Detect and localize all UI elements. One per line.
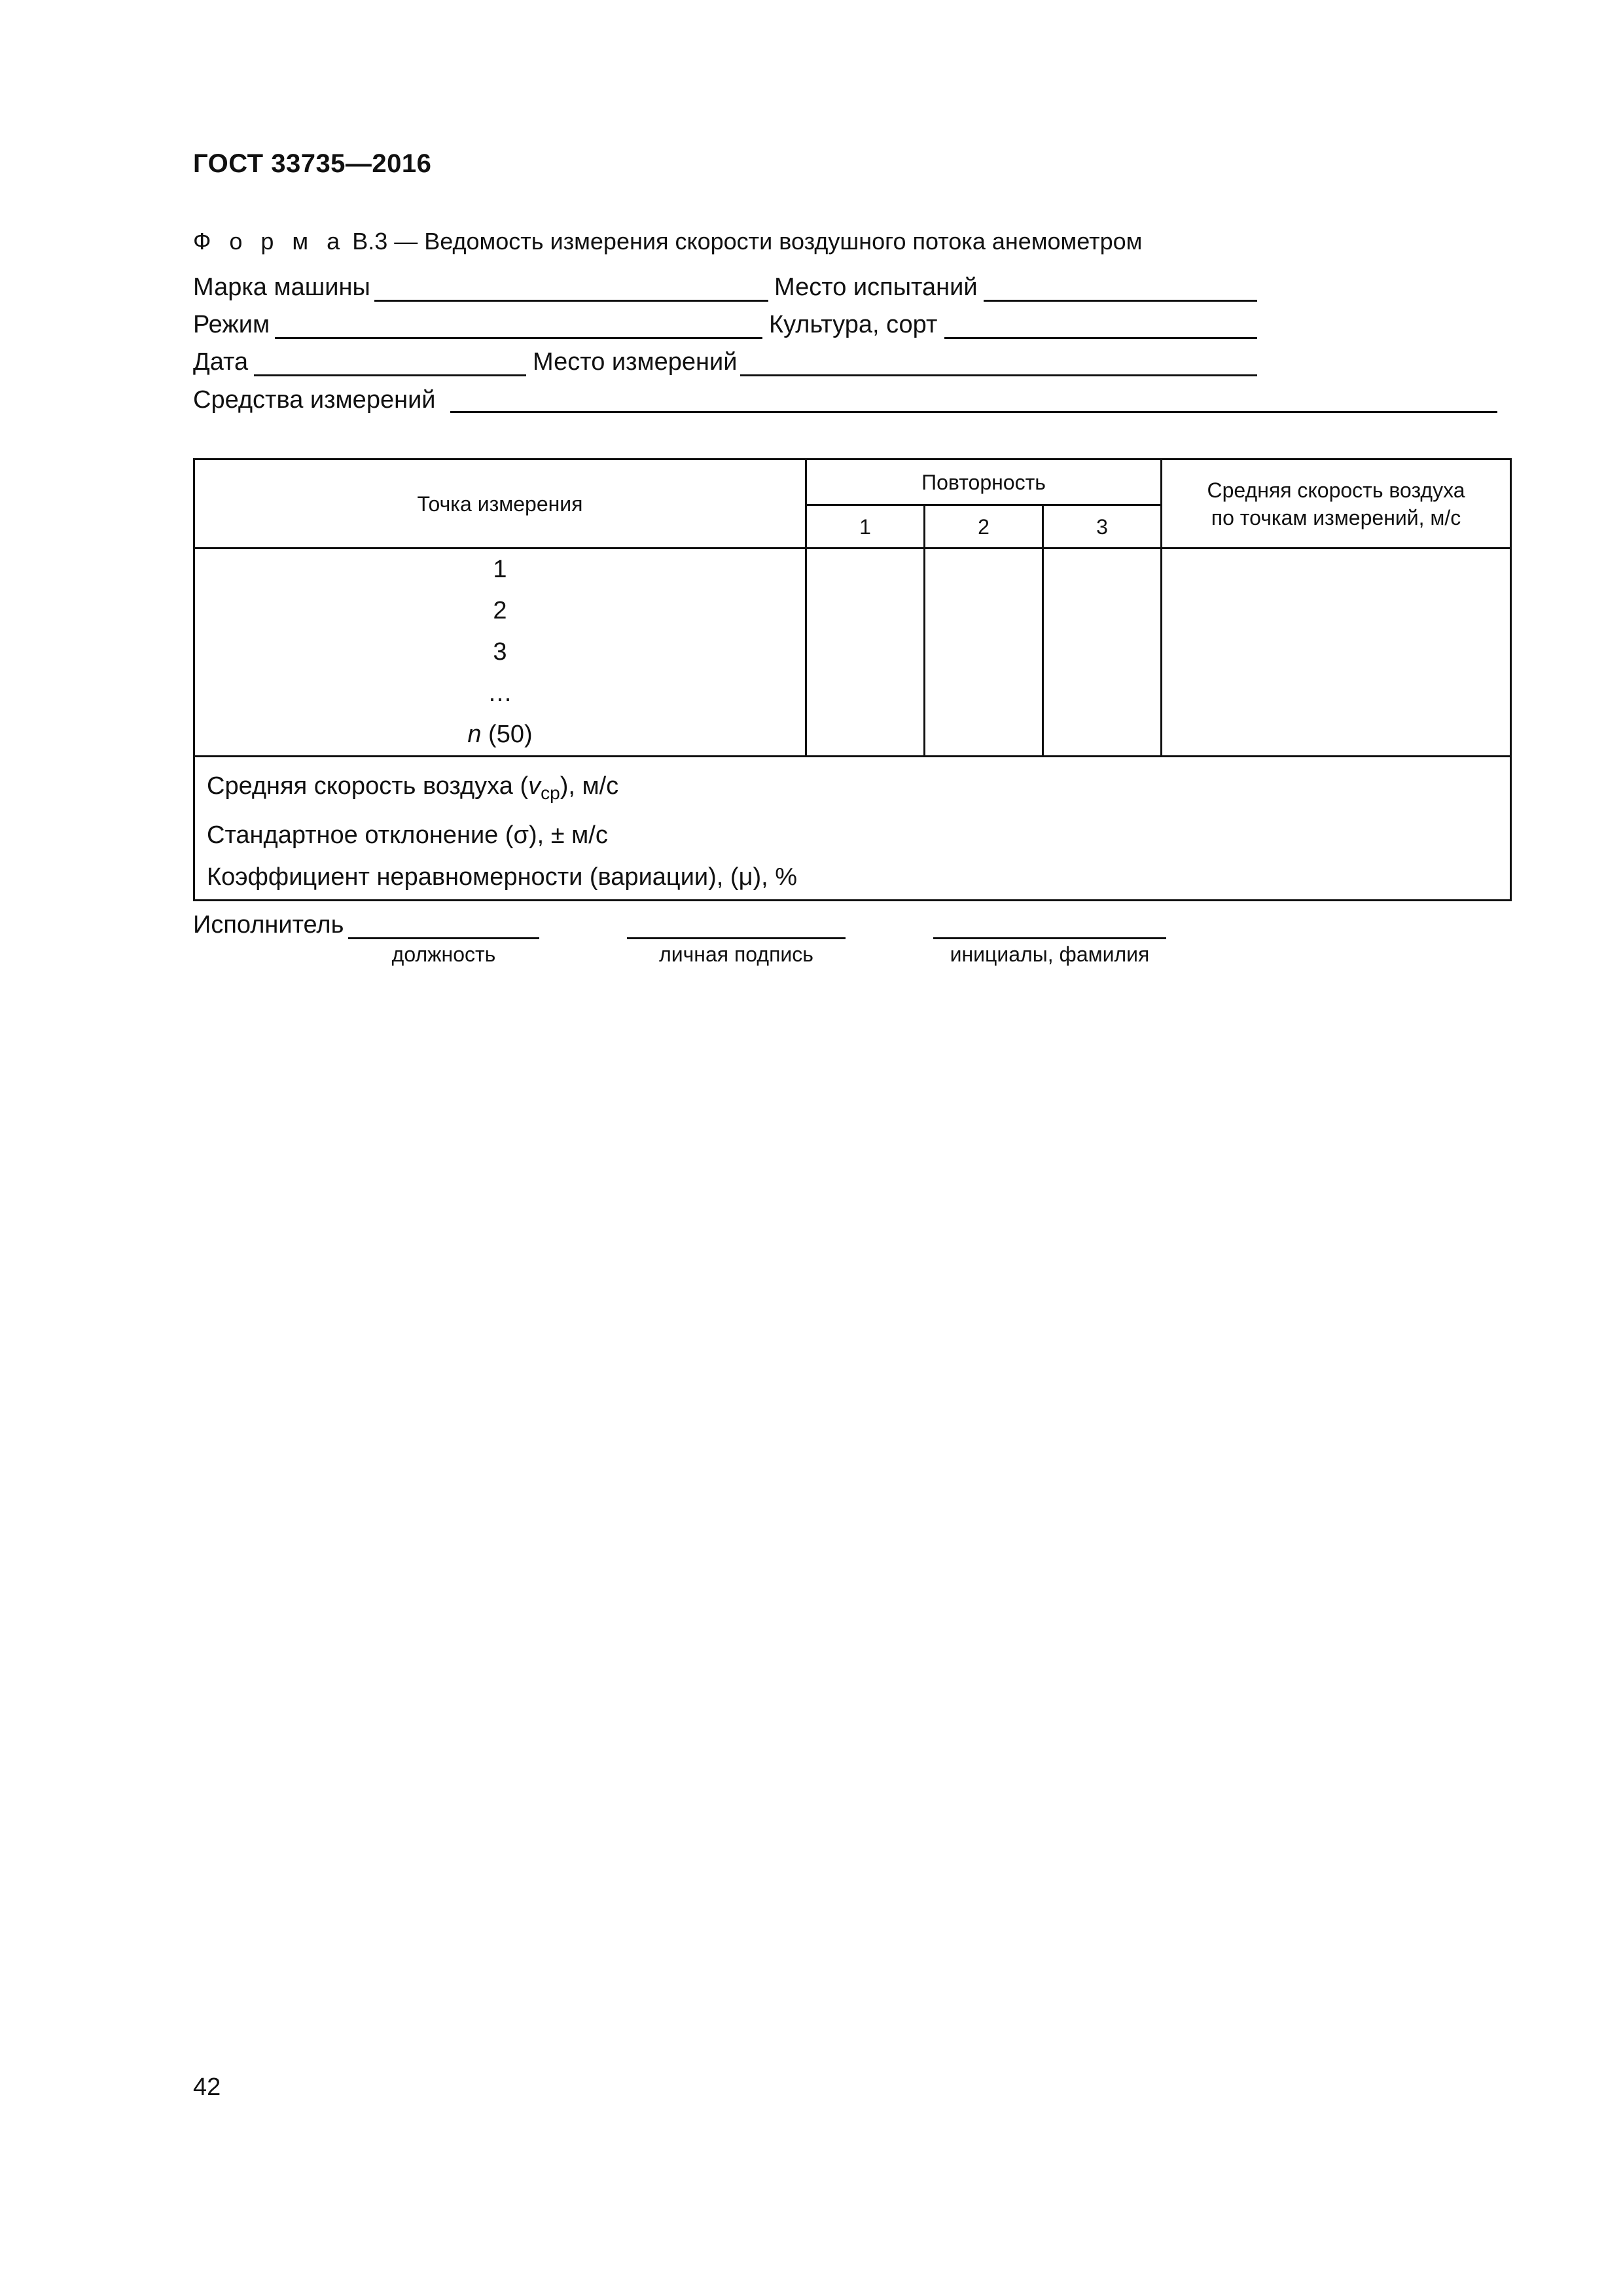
signature-caption: личная подпись (659, 942, 813, 966)
col-header-average-line2: по точкам измерений, м/с (1211, 505, 1461, 529)
name-caption: инициалы, фамилия (950, 942, 1150, 966)
crop-variety-field[interactable] (944, 337, 1257, 339)
mode-field[interactable] (275, 337, 762, 339)
form-title (193, 228, 1142, 255)
summary-cell (194, 757, 1511, 901)
crop-variety-label: Культура, сорт (769, 311, 938, 338)
form-title-prefix: Ф о р м а (193, 228, 346, 255)
repeat-number: 2 (925, 505, 1043, 548)
machine-brand-label: Марка машины (193, 274, 370, 301)
date-label: Дата (193, 348, 249, 376)
measurement-table (193, 458, 1512, 901)
page-number: 42 (193, 2073, 221, 2101)
name-field[interactable] (933, 937, 1166, 939)
document-header: ГОСТ 33735—2016 (193, 149, 432, 178)
points-cell (194, 548, 806, 757)
repeat-number: 3 (1043, 505, 1162, 548)
test-site-field[interactable] (984, 300, 1257, 302)
col-header-repeat: Повторность (806, 459, 1162, 505)
test-site-label: Место испытаний (774, 274, 978, 301)
repeat-1-cell[interactable] (806, 548, 925, 757)
col-header-point: Точка измерения (194, 459, 806, 548)
summary-stddev: Стандартное отклонение (σ), ± м/с (207, 821, 608, 849)
col-header-average-line1: Средняя скорость воздуха (1207, 478, 1465, 502)
signature-field[interactable] (627, 937, 846, 939)
point-label: 2 (493, 597, 507, 624)
point-label-last (195, 714, 805, 755)
position-field[interactable] (348, 937, 539, 939)
machine-brand-field[interactable] (374, 300, 768, 302)
repeat-number: 1 (806, 505, 925, 548)
repeat-3-cell[interactable] (1043, 548, 1162, 757)
form-title-text: В.3 — Ведомость измерения скорости воздушного потока анемометром (346, 228, 1143, 255)
point-label: … (488, 679, 512, 707)
summary-average-speed: Средняя скорость воздуха $(v_{ср})$, м/с (207, 772, 619, 803)
date-field[interactable] (254, 374, 526, 376)
point-label: 1 (493, 556, 507, 583)
executor-label: Исполнитель (193, 911, 344, 939)
measurement-site-field[interactable] (740, 374, 1257, 376)
point-n-count: (50) (481, 721, 533, 748)
position-caption: должность (391, 942, 496, 966)
measurement-site-label: Место измерений (533, 348, 738, 376)
instruments-label: Средства измерений (193, 386, 436, 414)
point-label: 3 (493, 638, 507, 666)
col-header-average (1162, 459, 1511, 548)
mode-label: Режим (193, 311, 270, 338)
instruments-field[interactable] (450, 411, 1497, 413)
repeat-2-cell[interactable] (925, 548, 1043, 757)
summary-coefficient: Коэффициент неравномерности (вариации), (μ), % (207, 863, 798, 891)
point-n-variable: n (467, 721, 482, 748)
average-cell[interactable] (1162, 548, 1511, 757)
